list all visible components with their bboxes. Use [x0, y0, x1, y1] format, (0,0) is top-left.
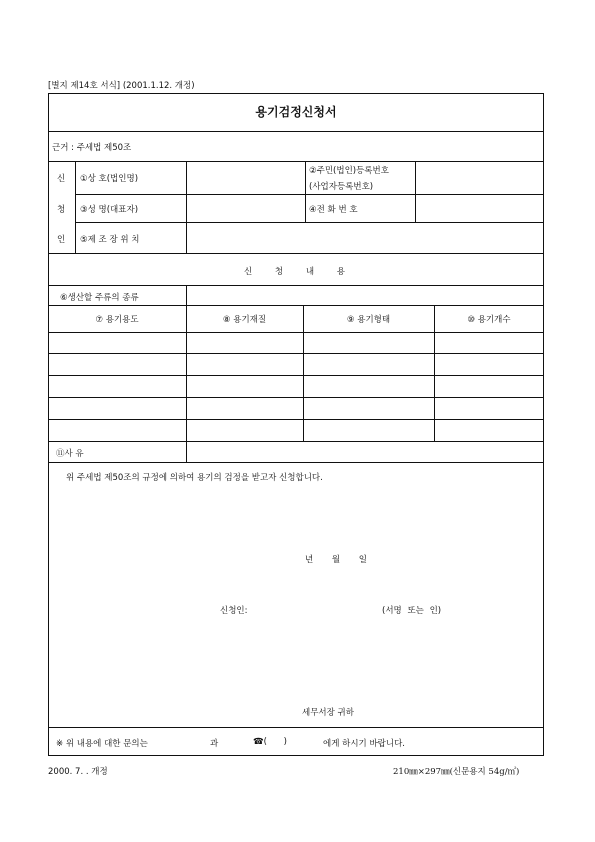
application-statement: 위 주세법 제50조의 규정에 의하여 용기의 검정을 받고자 신청합니다. [66, 473, 323, 483]
addressee: 세무서장 귀하 [302, 708, 354, 718]
revision-note: 2000. 7. . 개정 [48, 767, 108, 777]
column-divider [305, 161, 306, 222]
applicant-signer-label: 신청인: [220, 606, 248, 616]
registration-number-label: ②주민(법인)등록번호 [309, 166, 389, 176]
column-header-material: ⑧ 용기재질 [222, 315, 267, 325]
trade-name-label: ①상 호(법인명) [80, 174, 139, 184]
date-line: 년 월 일 [304, 555, 368, 565]
column-header-count: ⑩ 용기개수 [467, 315, 511, 325]
row-divider [48, 727, 544, 728]
column-divider [75, 161, 76, 253]
phone-icon: ☎( ) [253, 737, 287, 747]
column-header-usage: ⑦ 용기용도 [95, 315, 139, 325]
applicant-signature-field[interactable] [262, 600, 377, 616]
inquiry-suffix: 에게 하시기 바랍니다. [323, 739, 406, 749]
phone-label: ④전 화 번 호 [309, 205, 358, 215]
inquiry-and: 과 [210, 739, 219, 749]
signature-hint: (서명 또는 인) [382, 606, 442, 616]
inquiry-prefix: ※ 위 내용에 대한 문의는 [56, 739, 148, 749]
business-registration-label: (사업자등록번호) [309, 182, 374, 192]
paper-spec: 210㎜×297㎜(신문용지 54g/㎡) [393, 767, 520, 777]
row-divider [48, 253, 544, 254]
phone-field[interactable] [416, 195, 543, 221]
reason-label: ⑪사 유 [56, 449, 84, 459]
representative-name-label: ③성 명(대표자) [80, 205, 139, 215]
registration-number-field[interactable] [416, 162, 543, 193]
liquor-type-field[interactable] [187, 286, 543, 304]
applicant-side-label: 인 [57, 235, 66, 245]
liquor-type-label: ⑥생산할 주류의 종류 [60, 293, 139, 303]
form-reference: [별지 제14호 서식] (2001.1.12. 개정) [48, 81, 195, 91]
legal-basis: 근거 : 주세법 제50조 [52, 143, 132, 153]
row-divider [48, 305, 544, 306]
factory-location-field[interactable] [187, 223, 543, 252]
content-heading: 신 청 내 용 [244, 267, 348, 277]
factory-location-label: ⑤제 조 장 위 치 [80, 235, 140, 245]
row-divider [48, 462, 544, 463]
reason-field[interactable] [187, 442, 543, 461]
column-header-shape: ⑨ 용기형태 [346, 315, 391, 325]
container-table-body[interactable] [49, 333, 543, 441]
applicant-side-label: 청 [57, 205, 66, 215]
applicant-side-label: 신 [57, 174, 66, 184]
representative-name-field[interactable] [187, 195, 304, 221]
form-title: 용기검정신청서 [255, 105, 337, 119]
trade-name-field[interactable] [187, 162, 304, 193]
row-divider [48, 131, 544, 132]
